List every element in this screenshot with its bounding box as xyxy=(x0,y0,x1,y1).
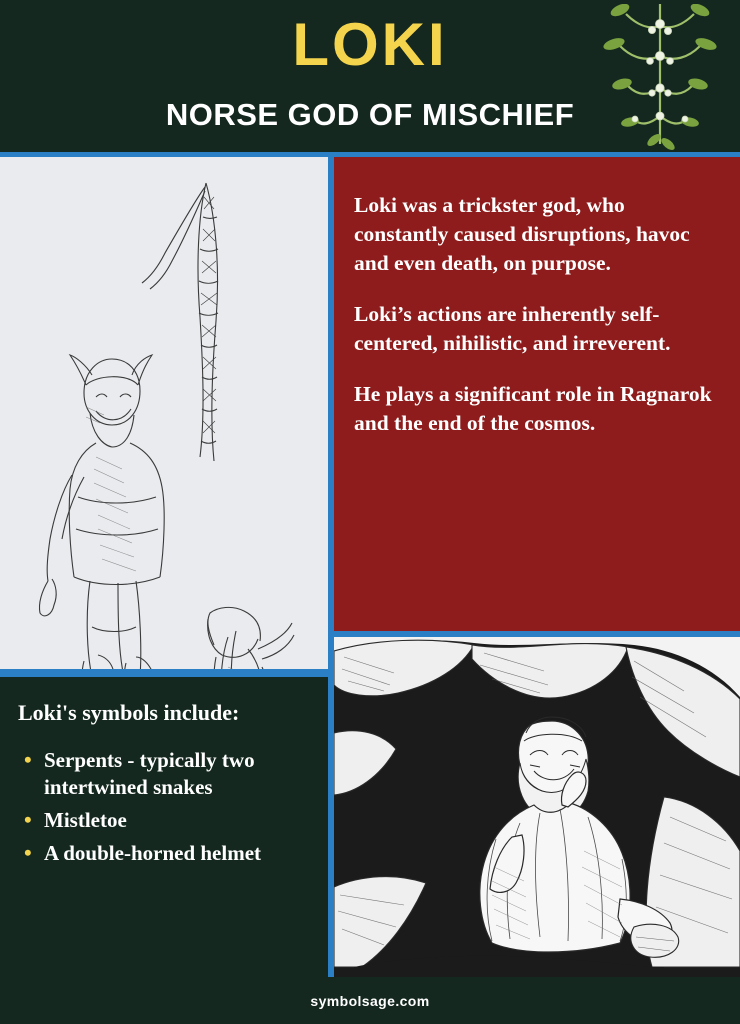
loki-holding-fishing-net-engraving xyxy=(0,157,328,669)
description-paragraph-3: He plays a significant role in Ragnarok and the end of the cosmos. xyxy=(354,382,712,435)
description-paragraph-2: Loki’s actions are inherently self-centered, nihilistic, and irreverent. xyxy=(354,302,671,355)
loki-net-illustration-panel xyxy=(0,157,328,669)
page-subtitle: NORSE GOD OF MISCHIEF xyxy=(165,97,575,132)
poster-footer xyxy=(0,977,740,1024)
symbols-heading: Loki's symbols include: xyxy=(18,700,240,725)
description-panel xyxy=(334,157,740,631)
page-title: LOKI xyxy=(292,11,448,78)
mistletoe-sprig-icon xyxy=(590,4,730,152)
symbols-panel xyxy=(0,677,328,977)
footer-source-text: symbolsage.com xyxy=(310,992,430,1009)
symbols-list xyxy=(18,747,314,867)
list-item: • Mistletoe xyxy=(44,807,314,834)
poster-header xyxy=(0,0,740,152)
loki-cave-illustration-panel xyxy=(334,637,740,977)
description-paragraph-1: Loki was a trickster god, who constantly caused disruptions, havoc and even death, on purpose. xyxy=(354,193,690,275)
list-item: • A double-horned helmet xyxy=(44,840,314,867)
list-item: • Serpents - typically two intertwined snakes xyxy=(44,747,314,801)
loki-seated-in-cave-engraving xyxy=(334,637,740,977)
